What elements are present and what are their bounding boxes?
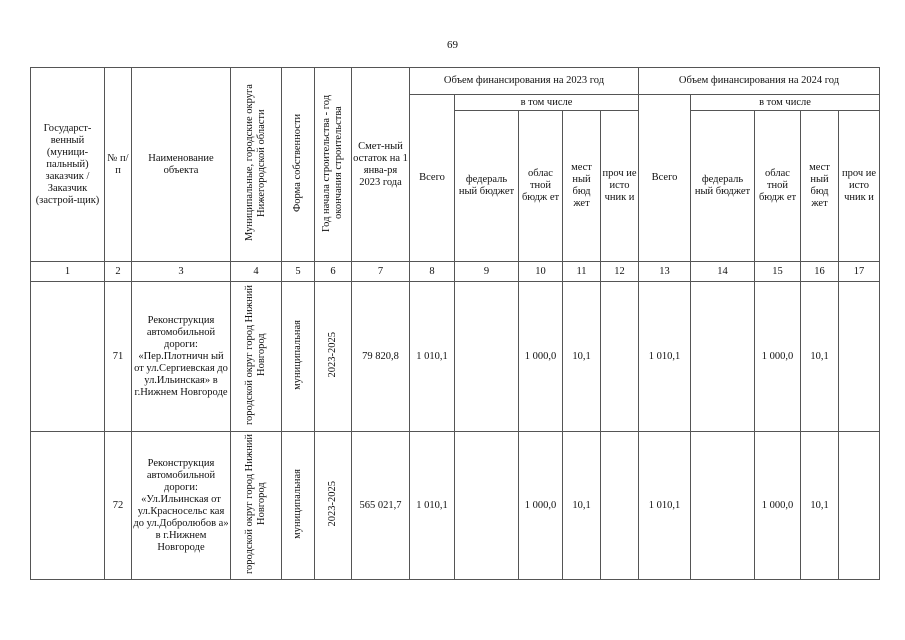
local-2023: 10,1 xyxy=(563,432,601,580)
col-num-12: 12 xyxy=(601,262,639,282)
table-row xyxy=(31,432,880,580)
column-number-row xyxy=(31,262,880,282)
header-federal-2024: федераль ный бюджет xyxy=(691,111,755,262)
other-2024 xyxy=(839,282,880,432)
col-num-1: 1 xyxy=(31,262,105,282)
header-local-2024: мест ный бюд жет xyxy=(801,111,839,262)
col-num-9: 9 xyxy=(455,262,519,282)
page-number: 69 xyxy=(447,39,458,51)
regional-2023: 1 000,0 xyxy=(519,282,563,432)
other-2023 xyxy=(601,282,639,432)
header-years-cell xyxy=(315,68,352,262)
header-municipality-cell xyxy=(231,68,282,262)
federal-2023 xyxy=(455,432,519,580)
header-including-2024: в том числе xyxy=(691,95,880,111)
years: 2023-2025 xyxy=(327,331,338,378)
col-num-16: 16 xyxy=(801,262,839,282)
col-num-4: 4 xyxy=(231,262,282,282)
municipality: городской округ город Нижний Новгород xyxy=(244,433,267,574)
header-other-2024: проч ие исто чник и xyxy=(839,111,880,262)
header-other-2023: проч ие исто чник и xyxy=(601,111,639,262)
row-number: 72 xyxy=(105,432,132,580)
header-municipality: Муниципальные, городские округа Нижегородской области xyxy=(244,84,267,241)
local-2024: 10,1 xyxy=(801,282,839,432)
years-cell xyxy=(315,432,352,580)
estimate: 79 820,8 xyxy=(352,282,410,432)
header-total-2023: Всего xyxy=(410,95,455,262)
municipality: городской округ город Нижний Новгород xyxy=(244,284,267,425)
header-number: № п/п xyxy=(105,68,132,262)
header-regional-2024: облас тной бюдж ет xyxy=(755,111,801,262)
local-2023: 10,1 xyxy=(563,282,601,432)
ownership: муниципальная xyxy=(292,319,303,390)
federal-2023 xyxy=(455,282,519,432)
header-including-2023: в том числе xyxy=(455,95,639,111)
col-num-3: 3 xyxy=(132,262,231,282)
col-num-15: 15 xyxy=(755,262,801,282)
years: 2023-2025 xyxy=(327,480,338,527)
total-2024: 1 010,1 xyxy=(639,432,691,580)
municipality-cell xyxy=(231,432,282,580)
customer-cell xyxy=(31,282,105,432)
header-fin-2024: Объем финансирования на 2024 год xyxy=(639,68,880,95)
header-ownership-cell xyxy=(282,68,315,262)
col-num-10: 10 xyxy=(519,262,563,282)
regional-2024: 1 000,0 xyxy=(755,432,801,580)
col-num-8: 8 xyxy=(410,262,455,282)
header-customer: Государст-венный (муници-пальный) заказчик / Заказчик (застрой-щик) xyxy=(31,68,105,262)
ownership-cell xyxy=(282,282,315,432)
regional-2024: 1 000,0 xyxy=(755,282,801,432)
header-years: Год начала строительства - год окончания строительства xyxy=(321,93,344,232)
header-local-2023: мест ный бюд жет xyxy=(563,111,601,262)
header-regional-2023: облас тной бюдж ет xyxy=(519,111,563,262)
years-cell xyxy=(315,282,352,432)
row-number: 71 xyxy=(105,282,132,432)
federal-2024 xyxy=(691,282,755,432)
other-2023 xyxy=(601,432,639,580)
estimate: 565 021,7 xyxy=(352,432,410,580)
federal-2024 xyxy=(691,432,755,580)
header-row-1 xyxy=(31,68,880,95)
object-name: Реконструкция автомобильной дороги: «Ул.Ильинская от ул.Красносельс кая до ул.Добролюбов а» в г.Нижнем Новгороде xyxy=(132,432,231,580)
customer-cell xyxy=(31,432,105,580)
header-estimate: Смет-ный остаток на 1 янва-ря 2023 года xyxy=(352,68,410,262)
col-num-2: 2 xyxy=(105,262,132,282)
table-row xyxy=(31,282,880,432)
other-2024 xyxy=(839,432,880,580)
col-num-6: 6 xyxy=(315,262,352,282)
total-2024: 1 010,1 xyxy=(639,282,691,432)
regional-2023: 1 000,0 xyxy=(519,432,563,580)
col-num-14: 14 xyxy=(691,262,755,282)
municipality-cell xyxy=(231,282,282,432)
object-name: Реконструкция автомобильной дороги: «Пер.Плотничн ый от ул.Сергиевская до ул.Ильинская» в г.Нижнем Новгороде xyxy=(132,282,231,432)
total-2023: 1 010,1 xyxy=(410,432,455,580)
header-ownership: Форма собственности xyxy=(292,113,303,212)
header-federal-2023: федераль ный бюджет xyxy=(455,111,519,262)
col-num-13: 13 xyxy=(639,262,691,282)
col-num-17: 17 xyxy=(839,262,880,282)
header-fin-2023: Объем финансирования на 2023 год xyxy=(410,68,639,95)
col-num-11: 11 xyxy=(563,262,601,282)
header-object-name: Наименование объекта xyxy=(132,68,231,262)
col-num-7: 7 xyxy=(352,262,410,282)
local-2024: 10,1 xyxy=(801,432,839,580)
ownership: муниципальная xyxy=(292,468,303,539)
col-num-5: 5 xyxy=(282,262,315,282)
financing-table xyxy=(30,67,880,580)
ownership-cell xyxy=(282,432,315,580)
total-2023: 1 010,1 xyxy=(410,282,455,432)
header-total-2024: Всего xyxy=(639,95,691,262)
